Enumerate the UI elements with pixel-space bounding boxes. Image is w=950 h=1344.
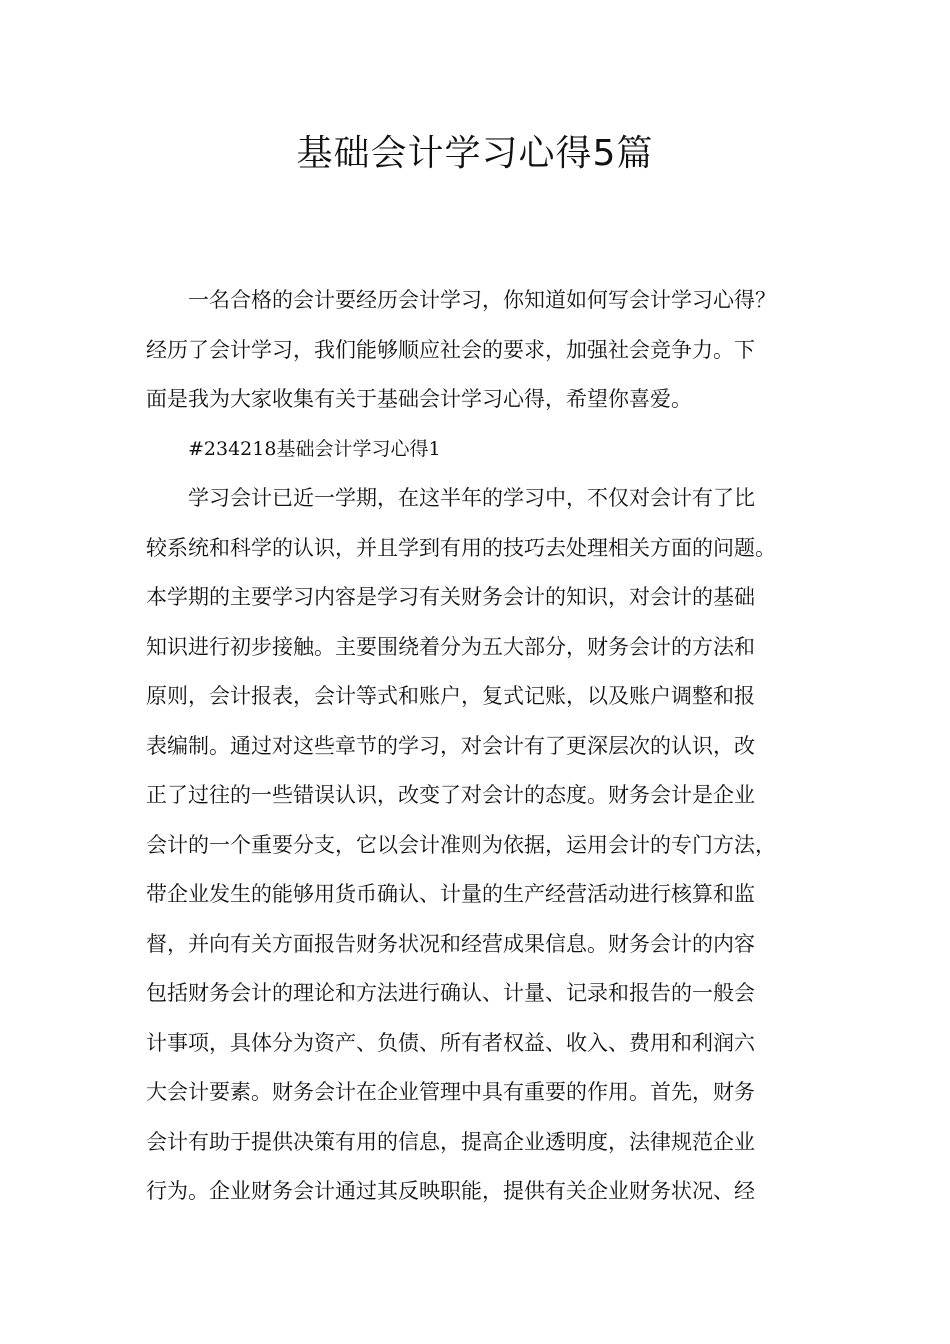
- paragraph-line-4: 知识进行初步接触。主要围绕着分为五大部分，财务会计的方法和: [146, 634, 755, 659]
- paragraph-line-12: 计事项，具体分为资产、负债、所有者权益、收入、费用和利润六: [146, 1030, 755, 1055]
- paragraph-line-15: 行为。企业财务会计通过其反映职能，提供有关企业财务状况、经: [146, 1179, 755, 1203]
- paragraph-line-13: 大会计要素。财务会计在企业管理中具有重要的作用。首先，财务: [146, 1080, 755, 1104]
- section-heading: #234218基础会计学习心得1: [188, 437, 441, 460]
- paragraph-line-5: 原则，会计报表，会计等式和账户，复式记账，以及账户调整和报: [146, 684, 755, 708]
- paragraph-line-10: 督，并向有关方面报告财务状况和经营成果信息。财务会计的内容: [146, 931, 755, 956]
- paragraph-line-11: 包括财务会计的理论和方法进行确认、计量、记录和报告的一般会: [146, 981, 755, 1005]
- paragraph-line-2: 较系统和科学的认识，并且学到有用的技巧去处理相关方面的问题。: [146, 535, 776, 560]
- paragraph-line-14: 会计有助于提供决策有用的信息，提高企业透明度，法律规范企业: [146, 1129, 755, 1154]
- paragraph-line-6: 表编制。通过对这些章节的学习，对会计有了更深层次的认识，改: [146, 733, 755, 758]
- paragraph-line-7: 正了过往的一些错误认识，改变了对会计的态度。财务会计是企业: [146, 783, 755, 807]
- paragraph-line-3: 本学期的主要学习内容是学习有关财务会计的知识，对会计的基础: [146, 585, 755, 609]
- paragraph-line-1: 学习会计已近一学期，在这半年的学习中，不仅对会计有了比: [188, 486, 755, 510]
- paragraph-line-8: 会计的一个重要分支，它以会计准则为依据，运用会计的专门方法，: [146, 832, 776, 857]
- document-title: 基础会计学习心得5篇: [296, 133, 654, 174]
- intro-line-2: 经历了会计学习，我们能够顺应社会的要求，加强社会竞争力。下: [146, 337, 755, 362]
- document-body: [146, 276, 836, 1217]
- intro-line-3: 面是我为大家收集有关于基础会计学习心得，希望你喜爱。: [146, 387, 692, 411]
- paragraph-line-9: 带企业发生的能够用货币确认、计量的生产经营活动进行核算和监: [146, 882, 755, 906]
- intro-line-1: 一名合格的会计要经历会计学习，你知道如何写会计学习心得？: [188, 288, 776, 312]
